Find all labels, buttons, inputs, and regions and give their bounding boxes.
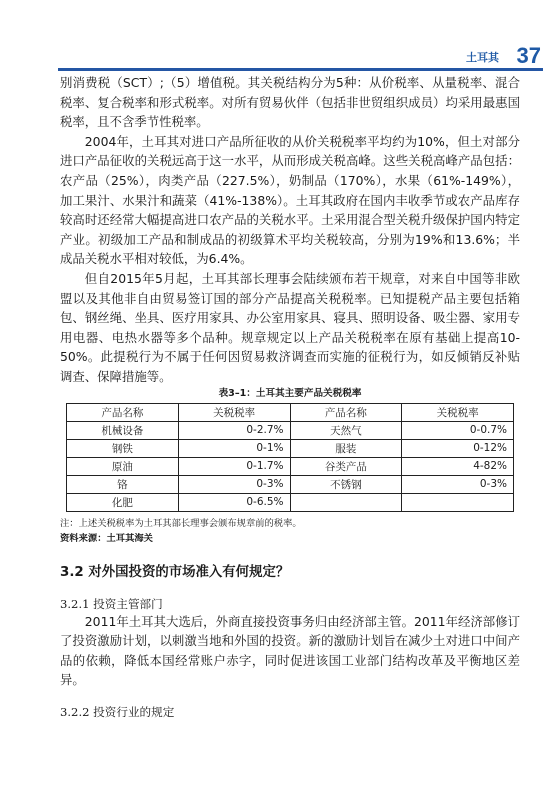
table-source: 资料来源：土耳其海关 (60, 532, 153, 544)
product-name-cell: 化肥 (67, 493, 179, 511)
subsection-heading-3-2-2: 3.2.2 投资行业的规定 (60, 704, 175, 719)
tariff-rate-cell: 0-2.7% (178, 421, 290, 439)
product-name-cell: 铬 (67, 475, 179, 493)
tariff-rate-cell (402, 493, 514, 511)
product-name-cell (290, 493, 402, 511)
table-header-cell: 关税税率 (178, 403, 290, 421)
table-note: 注：上述关税税率为土耳其部长理事会颁布规章前的税率。 (60, 517, 302, 529)
tariff-rate-cell: 0-1.7% (178, 457, 290, 475)
tariff-rate-cell: 0-3% (402, 475, 514, 493)
product-name-cell: 谷类产品 (290, 457, 402, 475)
paragraph-investment-authority: 2011年土耳其大选后，外商直接投资事务归由经济部主管。2011年经济部修订了投资激励计划，以刺激当地和外国的投资。新的激励计划旨在减少土对进口中间产品的依赖，降低本国经常账户赤字，同时促进该国工业部门结构改革及平衡地区差异。 (60, 613, 520, 688)
running-header-section: 土耳其 (466, 51, 499, 64)
header-rule (58, 68, 543, 71)
paragraph-tariff-increase: 但自2015年5月起，土耳其部长理事会陆续颁布若干规章，对来自中国等非欧盟以及其他非自由贸易签订国的部分产品提高关税税率。已知提税产品主要包括箱包、钢丝绳、坐具、医疗用家具、办公室用家具、寝具、照明设备、吸尘器、家用专用电器、电热水器等多个品种。规章规定以上产品关税税率在原有基础上提高10-50%。此提税行为不属于任何因贸易救济调查而实施的征税行为，如反倾销反补贴调查、保障措施等。 (60, 270, 520, 384)
table-header-cell: 关税税率 (402, 403, 514, 421)
section-heading-3-2: 3.2 对外国投资的市场准入有何规定？ (60, 564, 290, 580)
tariff-rate-cell: 0-1% (178, 439, 290, 457)
page-number: 37 (516, 43, 541, 68)
tariff-table (66, 403, 514, 512)
table-header-row (67, 403, 514, 421)
table-row (67, 475, 514, 493)
subsection-heading-3-2-1: 3.2.1 投资主管部门 (60, 596, 163, 611)
tariff-rate-cell: 4-82% (402, 457, 514, 475)
tariff-rate-cell: 0-12% (402, 439, 514, 457)
table-header-cell: 产品名称 (290, 403, 402, 421)
product-name-cell: 不锈钢 (290, 475, 402, 493)
tariff-rate-cell: 0-0.7% (402, 421, 514, 439)
table-row (67, 493, 514, 511)
product-name-cell: 机械设备 (67, 421, 179, 439)
paragraph-tariff-peaks: 2004年，土耳其对进口产品所征收的从价关税税率平均约为10%，但土对部分进口产品征收的关税远高于这一水平，从而形成关税高峰。这些关税高峰产品包括：农产品（25%），肉类产品（227.5%），奶制品（170%），水果（61%-149%），加工果汁、水果汁和蔬菜（41%-138%）。土耳其政府在国内丰收季节或农产品库存较高时还经常大幅提高进口农产品的关税水平。土采用混合型关税升级保护国内特定产业。初级加工产品和制成品的初级算术平均关税较高，分别为19%和13.6%；半成品关税水平相对较低，为6.4%。 (60, 133, 520, 267)
table-notes (60, 516, 520, 546)
tariff-rate-cell: 0-3% (178, 475, 290, 493)
table-row (67, 421, 514, 439)
product-name-cell: 天然气 (290, 421, 402, 439)
product-name-cell: 原油 (67, 457, 179, 475)
tariff-rate-cell: 0-6.5% (178, 493, 290, 511)
table-caption: 表3–1：土耳其主要产品关税税率 (218, 387, 362, 399)
table-row (67, 457, 514, 475)
page-header (0, 0, 559, 80)
product-name-cell: 服装 (290, 439, 402, 457)
paragraph-tax-types: 别消费税（SCT）;（5）增值税。其关税结构分为5种：从价税率、从量税率、混合税率、复合税率和形式税率。对所有贸易伙伴（包括非世贸组织成员）均采用最惠国税率，且不含季节性税率。 (60, 75, 520, 130)
page-body (60, 73, 520, 720)
table-row (67, 439, 514, 457)
table-header-cell: 产品名称 (67, 403, 179, 421)
product-name-cell: 钢铁 (67, 439, 179, 457)
